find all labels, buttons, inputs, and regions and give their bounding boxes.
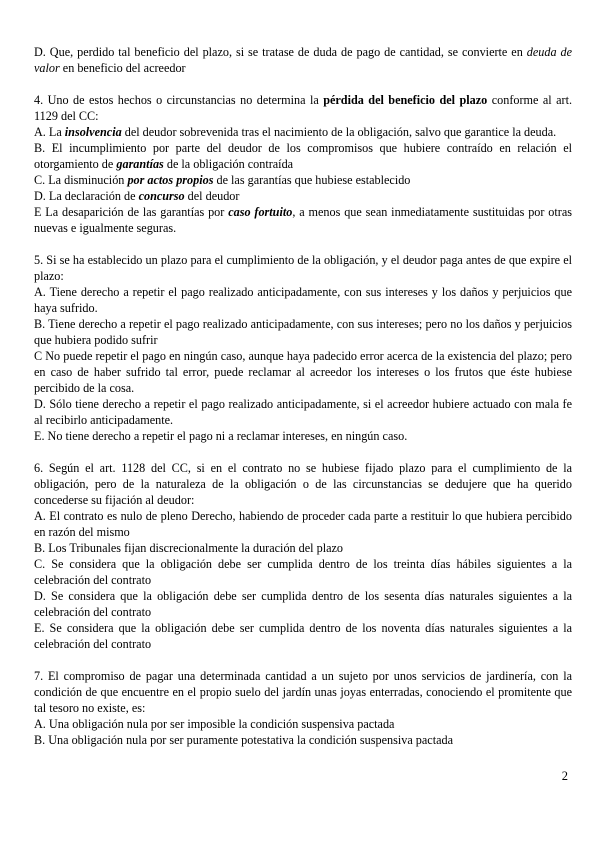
q5-option-c: C No puede repetir el pago en ningún caso, aunque haya padecido error acerca de la existencia del plazo; pero en caso de haber sufrido tal error, puede reclamar al acreedor los intereses o los frutos que éste hubiese percibido de la cosa. [34,349,572,395]
emphasis: pérdida del beneficio del plazo [323,93,488,107]
question-6 [34,460,572,652]
q6-option-e: E. Se considera que la obligación debe ser cumplida dentro de los noventa días naturales siguientes a la celebración del contrato [34,621,572,651]
q5-option-d: D. Sólo tiene derecho a repetir el pago realizado anticipadamente, si el acreedor hubiere actuado con mala fe al recibirlo anticipadamente. [34,397,572,427]
page-number: 2 [561,769,568,783]
q6-option-c: C. Se considera que la obligación debe ser cumplida dentro de los treinta días hábiles siguientes a la celebración del contrato [34,557,572,587]
q4-option-b: B. El incumplimiento por parte del deudor de los compromisos que hubiere contraído en relación el otorgamiento de garantías de la obligación contraída [34,141,572,171]
emphasis: deuda de valor [34,45,572,75]
document-page [34,44,572,748]
q7-option-a: A. Una obligación nula por ser imposible la condición suspensiva pactada [34,717,395,731]
q6-option-b: B. Los Tribunales fijan discrecionalmente la duración del plazo [34,541,344,555]
q4-option-c: C. La disminución por actos propios de las garantías que hubiese establecido [34,173,411,187]
q6-option-d: D. Se considera que la obligación debe ser cumplida dentro de los sesenta días naturales siguientes a la celebración del contrato [34,589,572,619]
q4-option-d: D. La declaración de concurso del deudor [34,189,240,203]
q5-stem: 5. Si se ha establecido un plazo para el cumplimiento de la obligación, y el deudor paga antes de que expire el plazo: [34,253,572,283]
emphasis: garantías [116,157,164,171]
emphasis: insolvencia [64,125,122,139]
q4-stem: 4. Uno de estos hechos o circunstancias no determina la pérdida del beneficio del plazo conforme al art. 1129 del CC: [34,93,573,123]
question-5 [34,252,572,444]
q5-option-e: E. No tiene derecho a repetir el pago ni a reclamar intereses, en ningún caso. [34,429,408,443]
q4-option-e: E La desaparición de las garantías por caso fortuito, a menos que sean inmediatamente sustituidas por otras nuevas e igualmente seguras. [34,205,573,235]
q7-option-b: B. Una obligación nula por ser puramente potestativa la condición suspensiva pactada [34,733,453,747]
q6-option-a: A. El contrato es nulo de pleno Derecho, habiendo de proceder cada parte a restituir lo que hubiera percibido en razón del mismo [34,509,572,539]
q5-option-b: B. Tiene derecho a repetir el pago realizado anticipadamente, con sus intereses; pero no los daños y perjuicios que hubiera podido sufrir [34,317,572,347]
q3-option-d: D. Que, perdido tal beneficio del plazo, si se tratase de duda de pago de cantidad, se convierte en deuda de valor en beneficio del acreedor [34,45,572,75]
emphasis: concurso [138,189,185,203]
question-7 [34,668,572,748]
q5-option-a: A. Tiene derecho a repetir el pago realizado anticipadamente, con sus intereses y los daños y perjuicios que haya sufrido. [34,285,572,315]
q6-stem: 6. Según el art. 1128 del CC, si en el contrato no se hubiese fijado plazo para el cumplimiento de la obligación, pero de la naturaleza de la obligación o de las circunstancias se dedujere que ha querido concederse su fijación al deudor: [34,461,572,507]
q4-option-a: A. La insolvencia del deudor sobrevenida tras el nacimiento de la obligación, salvo que garantice la deuda. [34,125,557,139]
emphasis: caso fortuito [228,205,293,219]
q7-stem: 7. El compromiso de pagar una determinada cantidad a un sujeto por unos servicios de jardinería, con la condición de que encuentre en el propio suelo del jardín unas joyas enterradas, conociendo el promitente que tal tesoro no existe, es: [34,669,572,715]
question-3-continuation [34,44,572,76]
emphasis: por actos propios [127,173,214,187]
question-4 [34,92,572,236]
